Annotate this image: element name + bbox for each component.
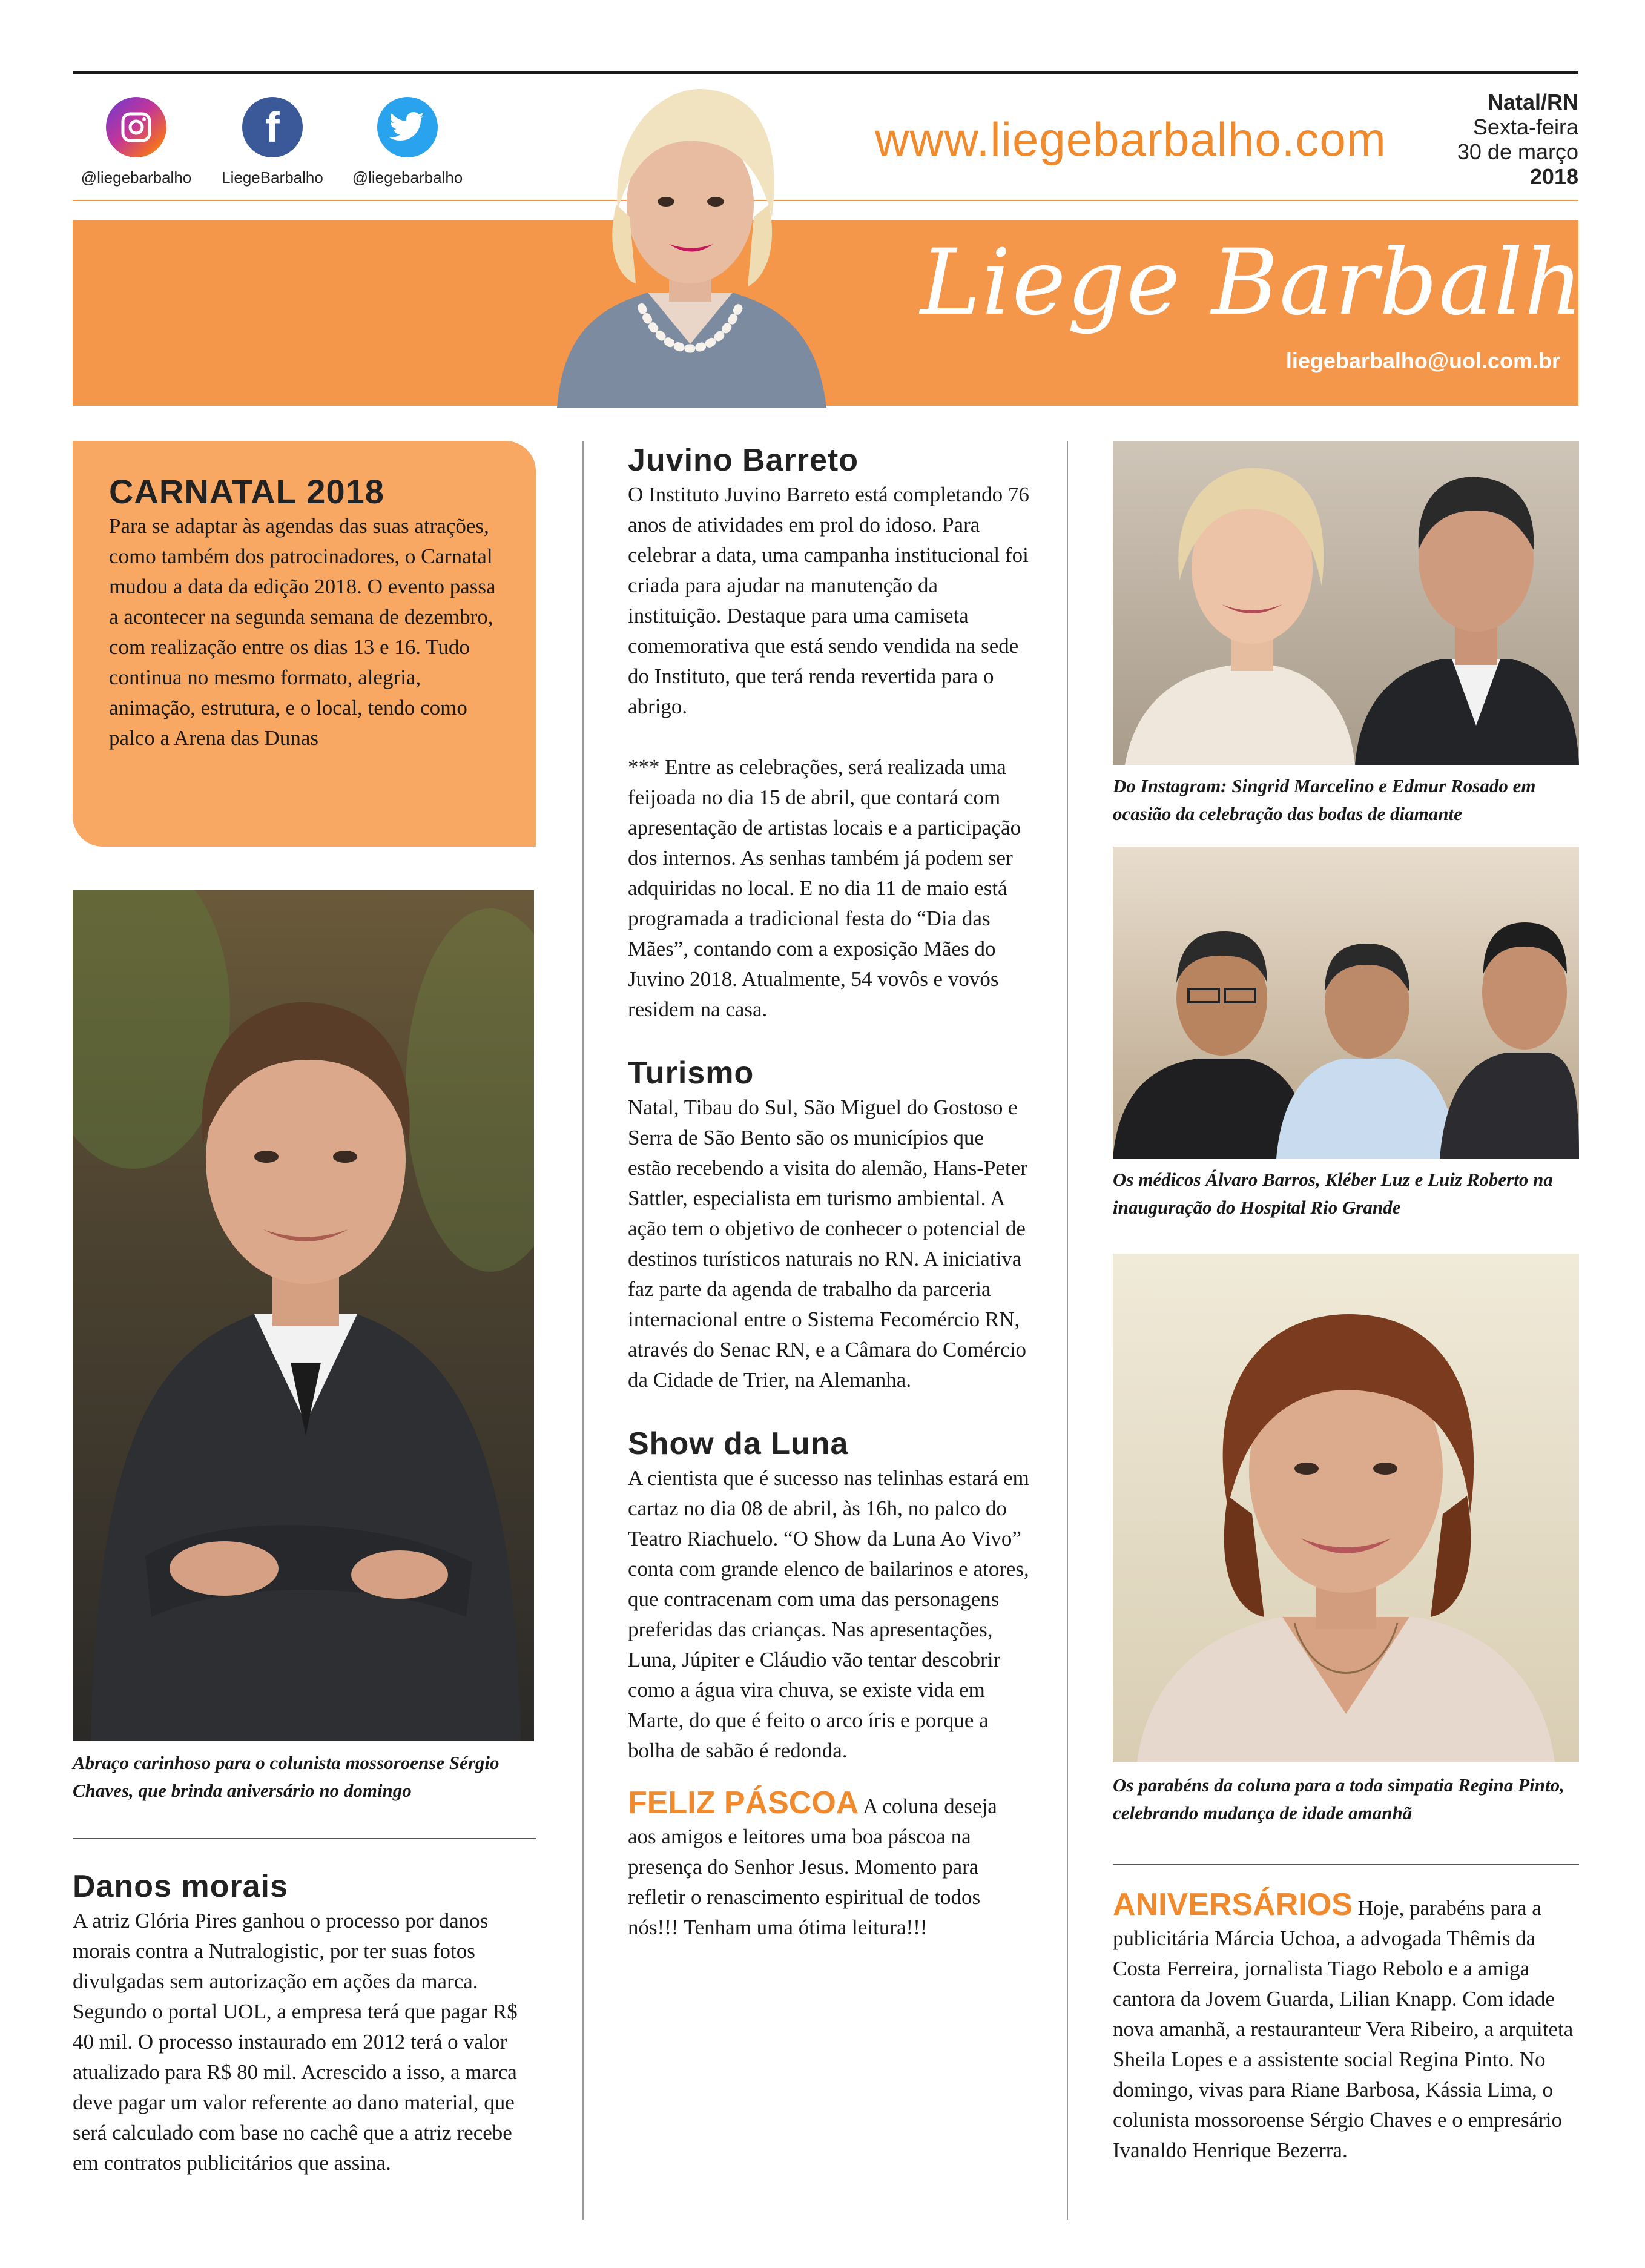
luna-body: A cientista que é sucesso nas telinhas estará em cartaz no dia 08 de abril, às 16h, no palco do Teatro Riachuelo. “O Show da Luna Ao Vivo” conta com grande elenco de bailarinos e atores, que contracenam com uma das personagens preferidas das crianças. Nas apresentações, Luna, Júpiter e Cláudio vão tentar descobrir como a água vira chuva, se existe vida em Marte, do que é feito o arco íris e porque a bolha de sabão é redonda.	[628, 1466, 1029, 1762]
facebook-link[interactable]	[203, 97, 342, 187]
pascoa-title: FELIZ PÁSCOA	[628, 1785, 859, 1820]
turismo-body: Natal, Tibau do Sul, São Miguel do Gostoso e Serra de São Bento são os municípios que estão recebendo a visita do alemão, Hans-Peter Sattler, especialista em turismo ambiental. A ação tem o objetivo de conhecer o potencial de destinos turísticos naturais no RN. A iniciativa faz parte da agenda de trabalho da parceria internacional entre o Sistema Fecomércio RN, através do Senac RN, e a Câmara do Comércio da Cidade de Trier, na Alemanha.	[628, 1096, 1027, 1392]
aniversarios-title: ANIVERSÁRIOS	[1113, 1887, 1353, 1922]
instagram-icon	[106, 97, 166, 157]
photo-regina	[1113, 1254, 1579, 1762]
columnist-portrait	[545, 78, 836, 408]
danos-body: A atriz Glória Pires ganhou o processo por danos morais contra a Nutralogistic, por ter suas fotos divulgadas sem autorização em ações da marca. Segundo o portal UOL, a empresa terá que pagar R$ 40 mil. O processo instaurado em 2012 terá o valor atualizado para R$ 80 mil. Acrescido a isso, a marca deve pagar um valor referente ao dano material, que será calculado com base no cachê que a atriz recebe em contratos publicitários que assina.	[73, 1909, 518, 2175]
city: Natal/RN	[1487, 90, 1578, 114]
carnatal-article	[109, 474, 509, 753]
pascoa-body: A coluna deseja aos amigos e leitores uma boa páscoa na presença do Senhor Jesus. Momento para refletir o renascimento espiritual de todos nós!!! Tenham uma ótima leitura!!!	[628, 1794, 997, 1939]
juvino-body-1: O Instituto Juvino Barreto está completando 76 anos de atividades em prol do idoso. Para celebrar a data, uma campanha institucional foi criada para ajudar na manutenção da instituição. Destaque para uma camiseta comemorativa que está sendo vendida na sede do Instituto, que terá renda revertida para o abrigo.	[628, 483, 1029, 718]
divider-col3	[1113, 1864, 1579, 1865]
carnatal-body: Para se adaptar às agendas das suas atrações, como também dos patrocinadores, o Carnatal mudou a data da edição 2018. O evento passa a acontecer na segunda semana de dezembro, com realização entre os dias 13 e 16. Tudo continua no mesmo formato, alegria, animação, estrutura, e o local, tendo como palco a Arena das Dunas	[109, 514, 496, 750]
twitter-icon	[377, 97, 438, 157]
turismo-title: Turismo	[628, 1056, 754, 1091]
danos-article	[73, 1868, 539, 2178]
facebook-handle: LiegeBarbalho	[222, 168, 323, 187]
pascoa-paragraph	[628, 1785, 1030, 1943]
aniversarios-article	[1113, 1889, 1579, 2166]
top-rule	[73, 71, 1578, 74]
twitter-link[interactable]	[338, 97, 477, 187]
column-rule-1	[582, 441, 584, 2220]
caption-regina: Os parabéns da coluna para a toda simpatia Regina Pinto, celebrando mudança de idade amanhã	[1113, 1774, 1564, 1823]
facebook-icon: f	[242, 97, 303, 157]
carnatal-title: CARNATAL 2018	[109, 472, 384, 511]
email-address[interactable]: liegebarbalho@uol.com.br	[1285, 348, 1560, 373]
column-rule-2	[1067, 441, 1068, 2220]
juvino-title: Juvino Barreto	[628, 443, 859, 478]
divider-col1	[73, 1838, 536, 1839]
luna-title: Show da Luna	[628, 1426, 849, 1461]
instagram-handle: @liegebarbalho	[81, 168, 192, 187]
photo-couple	[1113, 441, 1579, 765]
website-url[interactable]: www.liegebarbalho.com	[875, 113, 1386, 166]
caption-sergio: Abraço carinhoso para o colunista mossoroense Sérgio Chaves, que brinda aniversário no domingo	[73, 1752, 499, 1801]
weekday: Sexta-feira	[1472, 114, 1578, 139]
caption-couple: Do Instagram: Singrid Marcelino e Edmur Rosado em ocasião da celebração das bodas de diamante	[1113, 775, 1536, 824]
juvino-body-2: *** Entre as celebrações, será realizada uma feijoada no dia 15 de abril, que contará com apresentação de artistas locais e a participação dos internos. As senhas também já podem ser adquiridas no local. E no dia 11 de maio está programada a tradicional festa do “Dia das Mães”, contando com a exposição Mães do Juvino 2018. Atualmente, 54 vovôs e vovós residem na casa.	[628, 755, 1021, 1021]
danos-title: Danos morais	[73, 1869, 288, 1904]
date-block	[1457, 90, 1578, 189]
photo-sergio	[73, 890, 534, 1741]
photo-doctors	[1113, 847, 1579, 1159]
aniversarios-body: Hoje, parabéns para a publicitária Márcia Uchoa, a advogada Thêmis da Costa Ferreira, jornalista Tiago Rebolo e a amiga cantora da Jovem Guarda, Lilian Knapp. Com idade nova amanhã, a restauranteur Vera Ribeiro, a arquiteta Sheila Lopes e a assistente social Regina Pinto. No domingo, vivas para Riane Barbosa, Kássia Lima, o colunista mossoroense Sérgio Chaves e o empresário Ivanaldo Henrique Bezerra.	[1113, 1896, 1574, 2162]
caption-doctors: Os médicos Álvaro Barros, Kléber Luz e Luiz Roberto na inauguração do Hospital Rio Grande	[1113, 1169, 1553, 1218]
aniversarios-paragraph	[1113, 1889, 1579, 2166]
column-2	[628, 442, 1030, 1943]
masthead-title: Liege Barbalho	[920, 230, 1640, 336]
twitter-handle: @liegebarbalho	[352, 168, 463, 187]
date: 30 de março	[1457, 139, 1578, 164]
year: 2018	[1529, 164, 1578, 189]
instagram-link[interactable]	[67, 97, 206, 187]
